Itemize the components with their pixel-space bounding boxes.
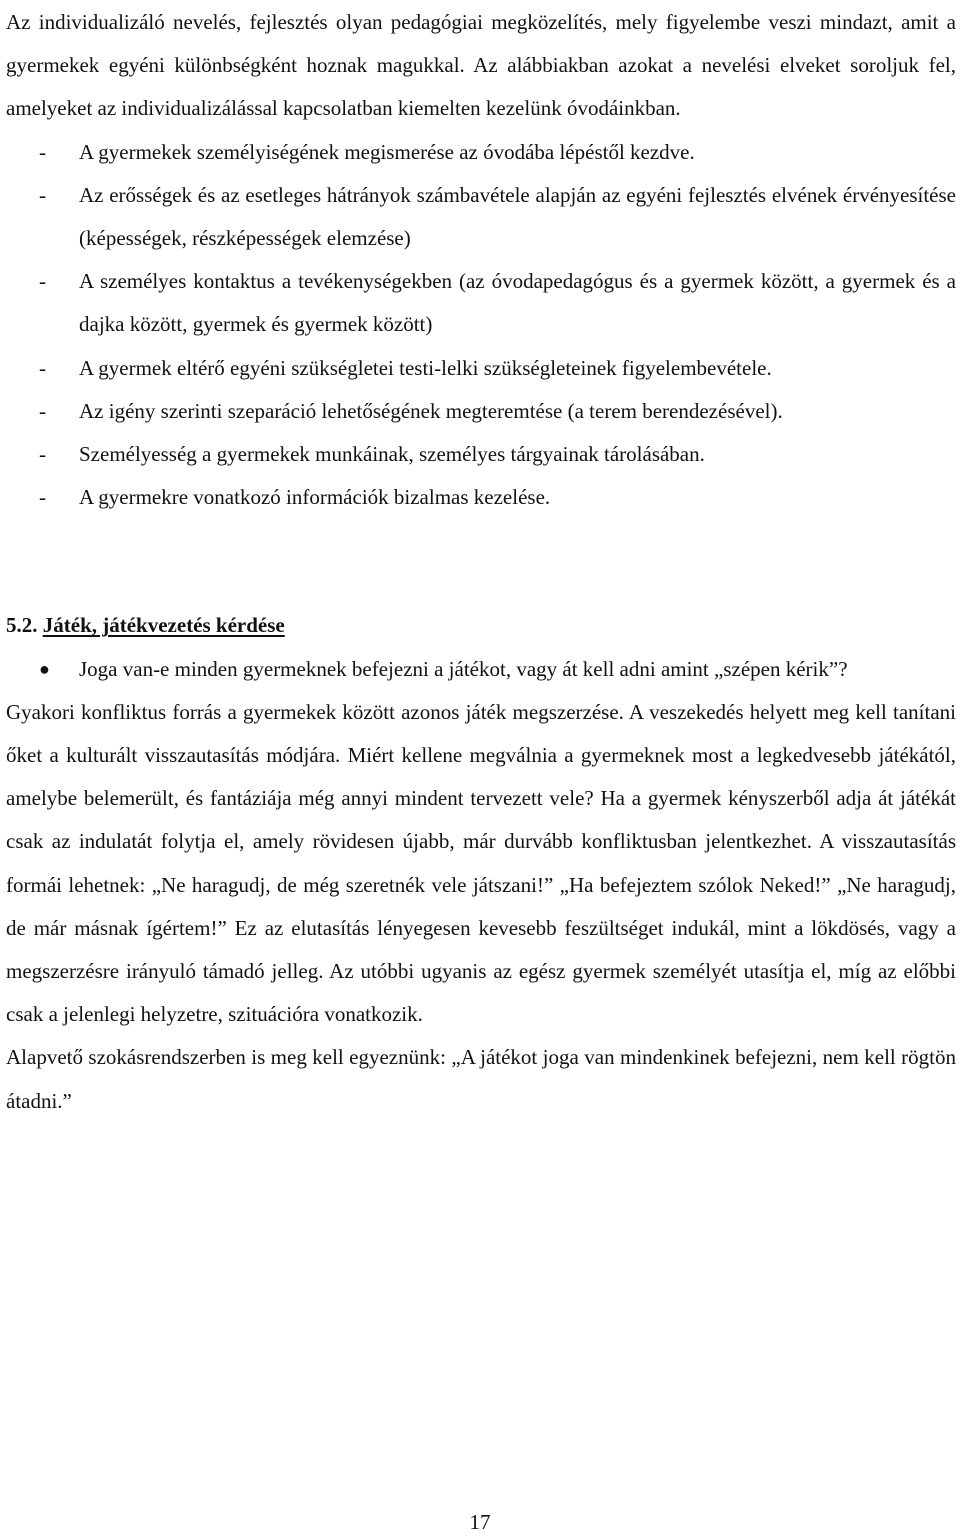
bullet-dot-icon: ● xyxy=(39,658,50,679)
question-text: Joga van-e minden gyermeknek befejezni a játékot, vagy át kell adni amint „szépen kérik”? xyxy=(79,656,848,681)
section-title: Játék, játékvezetés kérdése xyxy=(42,613,285,638)
dash-marker: - xyxy=(39,485,46,510)
section-number: 5.2. xyxy=(6,613,38,638)
list-item-text: A gyermekre vonatkozó információk bizalmas kezelése. xyxy=(79,485,551,510)
list-item xyxy=(6,260,956,346)
list-item-text: Az erősségek és az esetleges hátrányok számbavétele alapján az egyéni fejlesztés elvének érvényesítése (képességek, részképességek elemzése) xyxy=(79,182,956,251)
principles-list xyxy=(6,131,956,520)
intro-paragraph: Az individualizáló nevelés, fejlesztés olyan pedagógiai megközelítés, mely figyelembe veszi mindazt, amit a gyermekek egyéni különbségként hoznak magukkal. Az alábbiakban azokat a nevelési elveket soroljuk fel, amelyeket az individualizálással kapcsolatban kiemelten kezelünk óvodáinkban. xyxy=(6,10,956,121)
dash-marker: - xyxy=(39,355,46,380)
body-paragraph: Gyakori konfliktus forrás a gyermekek között azonos játék megszerzése. A veszekedés helyett meg kell tanítani őket a kulturált visszautasítás módjára. Miért kellene megválnia a gyermeknek most a legkedvesebb játékától, amelybe belemerült, és fantáziája még annyi mindent tervezett vele? Ha a gyermek kényszerből adja át játékát csak az indulatát folytja el, amely rövidesen újabb, már durvább konfliktusban jelentkezhet. A visszautasítás formái lehetnek: „Ne haragudj, de még szeretnék vele játszani!” „Ha befejeztem szólok Neked!” „Ne haragudj, de már másnak ígértem!” Ez az elutasítás lényegesen kevesebb feszültséget indukál, mint a lökdösés, vagy a megszerzésre irányuló támadó jelleg. Az utóbbi ugyanis az egész gyermek személyét utasítja el, míg az előbbi csak a jelenlegi helyzetre, szituációra vonatkozik. xyxy=(6,699,956,1027)
section-heading xyxy=(6,604,956,647)
list-item-text: Az igény szerinti szeparáció lehetőségének megteremtése (a terem berendezésével). xyxy=(79,398,783,423)
question-bullet-item xyxy=(6,648,956,691)
list-item xyxy=(6,476,956,519)
list-item xyxy=(6,433,956,476)
list-item-text: A személyes kontaktus a tevékenységekben (az óvodapedagógus és a gyermek között, a gyermek és a dajka között, gyermek és gyermek között) xyxy=(79,269,956,337)
page-number: 17 xyxy=(469,1510,491,1534)
list-item-text: A gyermek eltérő egyéni szükségletei testi-lelki szükségleteinek figyelembevétele. xyxy=(79,355,772,380)
dash-marker: - xyxy=(39,398,46,423)
list-item xyxy=(6,174,956,260)
dash-marker: - xyxy=(39,442,46,467)
list-item-text: A gyermekek személyiségének megismerése az óvodába lépéstől kezdve. xyxy=(79,139,695,164)
document-page xyxy=(6,0,956,1123)
list-item xyxy=(6,347,956,390)
list-item xyxy=(6,131,956,174)
list-item-text: Személyesség a gyermekek munkáinak, személyes tárgyainak tárolásában. xyxy=(79,442,705,467)
dash-marker: - xyxy=(39,269,46,294)
list-item xyxy=(6,390,956,433)
closing-paragraph: Alapvető szokásrendszerben is meg kell egyeznünk: „A játékot joga van mindenkinek befejezni, nem kell rögtön átadni.” xyxy=(6,1045,956,1113)
dash-marker: - xyxy=(39,182,46,207)
dash-marker: - xyxy=(39,139,46,164)
